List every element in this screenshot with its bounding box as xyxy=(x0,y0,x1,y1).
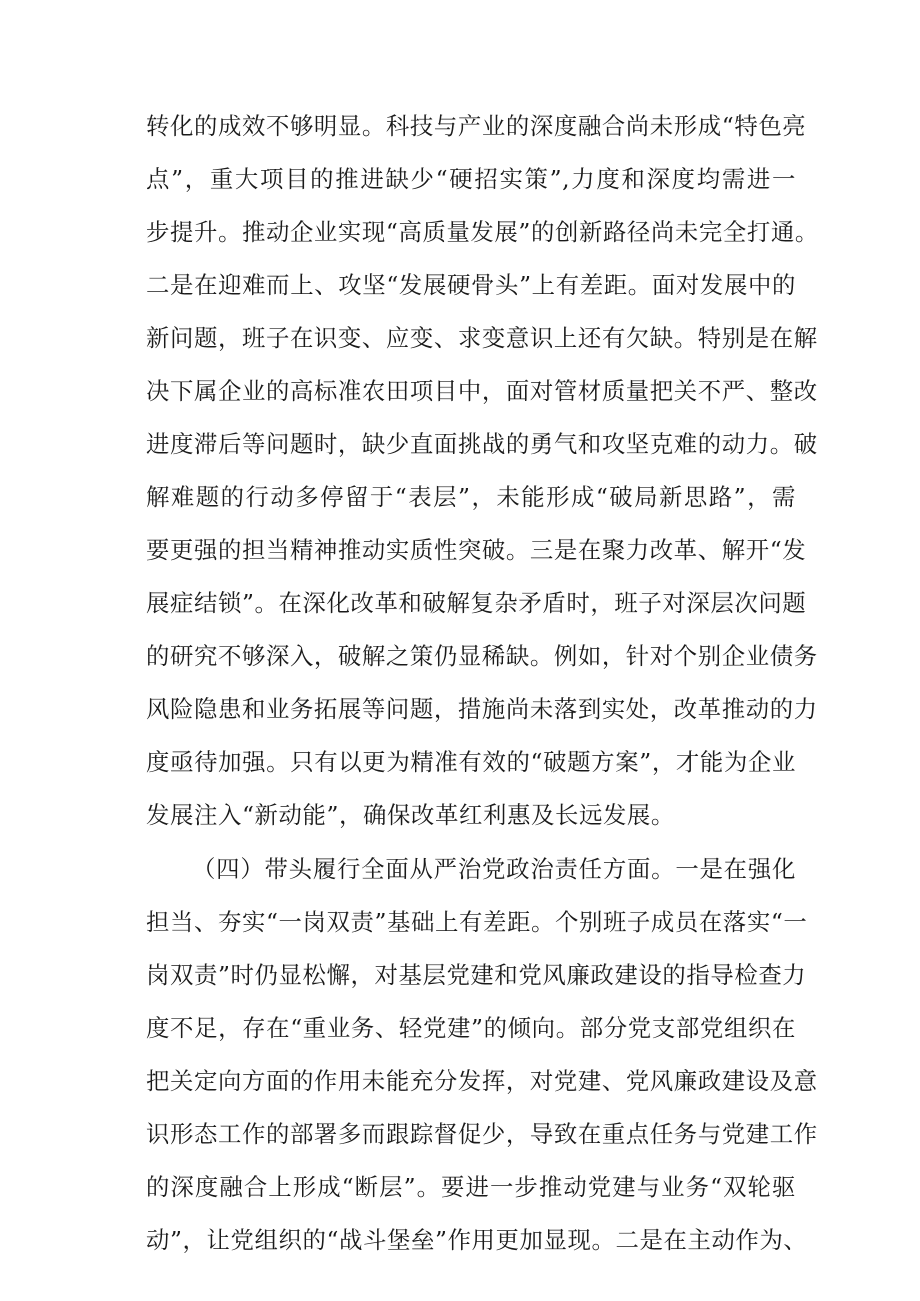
text-line: 的深度融合上形成“断层”。要进一步推动党建与业务“双轮驱 xyxy=(146,1173,796,1201)
text-line: 发展注入“新动能”，确保改革红利惠及长远发展。 xyxy=(146,801,675,829)
text-line: 把关定向方面的作用未能充分发挥，对党建、党风廉政建设及意 xyxy=(146,1067,818,1095)
text-line: 风险隐患和业务拓展等问题，措施尚未落到实处，改革推动的力 xyxy=(146,695,818,723)
text-line: 二是在迎难而上、攻坚“发展硬骨头”上有差距。面对发展中的 xyxy=(146,271,796,299)
text-line: 担当、夯实“一岗双责”基础上有差距。个别班子成员在落实“一 xyxy=(146,908,808,936)
text-line: 新问题，班子在识变、应变、求变意识上还有欠缺。特别是在解 xyxy=(146,324,818,352)
text-line: 展症结锁”。在深化改革和破解复杂矛盾时，班子对深层次问题 xyxy=(146,589,807,617)
text-line: 转化的成效不够明显。科技与产业的深度融合尚未形成“特色亮 xyxy=(146,112,807,140)
text-line: 度不足，存在“重业务、轻党建”的倾向。部分党支部党组织在 xyxy=(146,1014,796,1042)
text-line: 识形态工作的部署多而跟踪督促少，导致在重点任务与党建工作 xyxy=(146,1120,818,1148)
text-line: 岗双责”时仍显松懈，对基层党建和党风廉政建设的指导检查力 xyxy=(146,961,807,989)
text-line: 的研究不够深入，破解之策仍显稀缺。例如，针对个别企业债务 xyxy=(146,642,818,670)
text-line: 决下属企业的高标准农田项目中，面对管材质量把关不严、整改 xyxy=(146,377,818,405)
text-line: 点”，重大项目的推进缺少“硬招实策”,力度和深度均需进一 xyxy=(146,165,796,193)
text-line: 要更强的担当精神推动实质性突破。三是在聚力改革、解开“发 xyxy=(146,536,807,564)
text-line: 动”，让党组织的“战斗堡垒”作用更加显现。二是在主动作为、 xyxy=(146,1226,808,1254)
text-line: 解难题的行动多停留于“表层”，未能形成“破局新思路”，需 xyxy=(146,483,796,511)
text-line: 步提升。推动企业实现“高质量发展”的创新路径尚未完全打通。 xyxy=(146,218,819,246)
section-heading-line: （四）带头履行全面从严治党政治责任方面。一是在强化 xyxy=(192,855,796,883)
text-line: 度亟待加强。只有以更为精准有效的“破题方案”，才能为企业 xyxy=(146,748,796,776)
text-line: 进度滞后等问题时，缺少直面挑战的勇气和攻坚克难的动力。破 xyxy=(146,430,818,458)
